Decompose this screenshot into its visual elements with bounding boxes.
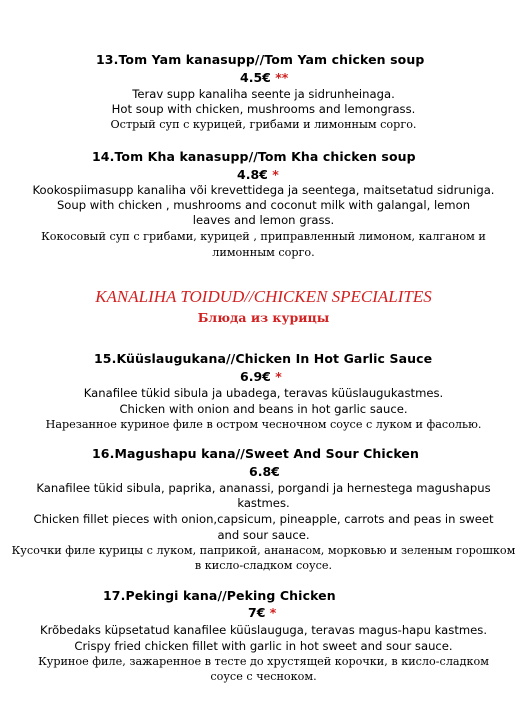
- price-value: 4.5€: [240, 70, 271, 85]
- description-en: Hot soup with chicken, mushrooms and lemongrass.: [111, 102, 416, 116]
- item-title: 17.Pekingi kana//Peking Chicken: [103, 588, 336, 603]
- description-et: Terav supp kanaliha seente ja sidrunheinaga.: [132, 87, 395, 101]
- description-en: leaves and lemon grass.: [192, 213, 335, 227]
- item-title: 16.Magushapu kana//Sweet And Sour Chicken: [92, 446, 419, 461]
- description-en: Soup with chicken , mushrooms and coconut milk with galangal, lemon: [56, 198, 471, 212]
- description-ru: Нарезанное куриное филе в остром чесночном соусе с луком и фасолью.: [45, 418, 482, 431]
- spice-marker: *: [275, 369, 282, 384]
- price-value: 7€: [248, 605, 266, 620]
- spice-marker: **: [275, 70, 289, 85]
- description-ru: в кисло-сладком соусе.: [194, 559, 333, 572]
- spice-marker: *: [272, 167, 279, 182]
- description-ru: лимонным сорго.: [212, 246, 315, 259]
- description-ru: Кусочки филе курицы с луком, паприкой, ананасом, морковью и зеленым горошком: [11, 544, 516, 557]
- item-price: [240, 369, 282, 384]
- description-et: Kookospiimasupp kanaliha või krevettidega ja seentega, maitsetatud sidruniga.: [32, 183, 495, 197]
- description-ru: Острый суп с курицей, грибами и лимонным сорго.: [110, 118, 417, 131]
- description-ru: соусе с чесноком.: [210, 670, 317, 683]
- item-price: [249, 464, 280, 479]
- description-et: kastmes.: [237, 496, 290, 510]
- description-en: and sour sauce.: [217, 528, 310, 542]
- spice-marker: *: [269, 605, 277, 620]
- description-en: Crispy fried chicken fillet with garlic in hot sweet and sour sauce.: [74, 639, 453, 653]
- item-price: [237, 167, 279, 182]
- description-et: Kanafilee tükid sibula ja ubadega, teravas küüslaugukastmes.: [83, 386, 444, 400]
- item-title: 13.Tom Yam kanasupp//Tom Yam chicken soup: [96, 52, 425, 67]
- description-et: Krõbedaks küpsetatud kanafilee küüslauguga, teravas magus-hapu kastmes.: [39, 623, 488, 637]
- description-ru: Кокосовый суп с грибами, курицей , приправленный лимоном, калганом и: [41, 230, 486, 243]
- description-et: Kanafilee tükid sibula, paprika, ananassi, porgandi ja hernestega magushapus: [36, 481, 491, 495]
- description-en: Chicken fillet pieces with onion,capsicum, pineapple, carrots and peas in sweet: [33, 512, 494, 526]
- section-subtitle: Блюда из курицы: [197, 310, 330, 325]
- item-title: 15.Küüslaugukana//Chicken In Hot Garlic Sauce: [94, 351, 433, 366]
- item-price: [240, 70, 288, 85]
- price-value: 6.9€: [240, 369, 271, 384]
- price-value: 6.8€: [249, 464, 280, 479]
- description-en: Chicken with onion and beans in hot garlic sauce.: [119, 402, 408, 416]
- item-title: 14.Tom Kha kanasupp//Tom Kha chicken soup: [92, 149, 416, 164]
- price-value: 4.8€: [237, 167, 268, 182]
- description-ru: Куриное филе, зажаренное в тесте до хрустящей корочки, в кисло-сладком: [38, 655, 489, 668]
- section-title: KANALIHA TOIDUD//CHICKEN SPECIALITES: [95, 287, 432, 306]
- item-price: [248, 605, 276, 620]
